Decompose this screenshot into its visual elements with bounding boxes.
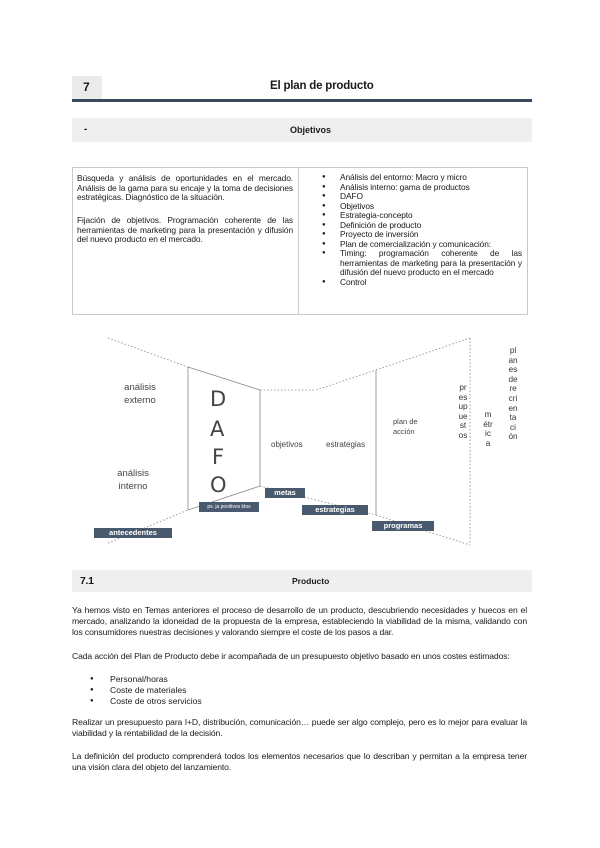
perspective-line bbox=[316, 370, 376, 390]
estrategias-label: estrategias bbox=[326, 440, 366, 449]
list-item: ● Coste de otros servicios bbox=[90, 696, 202, 707]
list-item: ● Estrategia-concepto bbox=[322, 211, 522, 221]
list-item: ● Objetivos bbox=[322, 202, 522, 212]
estrategias-box: estrategias bbox=[302, 505, 368, 515]
objetivos-dash: - bbox=[84, 124, 88, 135]
paragraph-4: La definición del producto comprenderá todos los elementos necesarios que lo describan y permitan a la empresa tener una visión clara del objeto del lanzamiento. bbox=[72, 751, 527, 773]
metas-box: metas bbox=[265, 488, 305, 498]
list-item: ● Proyecto de inversión bbox=[322, 230, 522, 240]
plan-orientacion-vertical-label bbox=[508, 346, 518, 442]
header-rule bbox=[72, 99, 532, 102]
list-item: ● Coste de materiales bbox=[90, 685, 202, 696]
list-item: ● Análisis interno: gama de productos bbox=[322, 183, 522, 193]
table-right-list bbox=[322, 173, 522, 287]
ps-box: ps. ja positivos ktos bbox=[199, 502, 259, 512]
list-item: ● Análisis del entorno: Macro y micro bbox=[322, 173, 522, 183]
analisis-externo-label: análisis externo bbox=[124, 382, 156, 406]
plan-de-accion-label: plan de acción bbox=[393, 417, 418, 436]
plan-orientacion-text: planesderecrientación bbox=[508, 346, 518, 442]
list-item: ● Personal/horas bbox=[90, 674, 202, 685]
dafo-letter: D bbox=[210, 387, 227, 411]
chapter-number: 7 bbox=[83, 80, 90, 94]
objetivos-label: objetivos bbox=[271, 440, 303, 449]
table-column-divider bbox=[298, 167, 299, 315]
cost-bullet-list bbox=[90, 674, 202, 708]
presupuestos-vertical-label bbox=[458, 383, 468, 441]
list-item: ● DAFO bbox=[322, 192, 522, 202]
metrica-vertical-label bbox=[483, 410, 493, 448]
list-item: ● Control bbox=[322, 278, 522, 288]
analisis-interno-label: análisis interno bbox=[117, 468, 149, 492]
list-item: ● Timing: programación coherente de las herramientas de marketing para la presentación y difusión del nuevo producto en el mercado bbox=[322, 249, 522, 278]
dafo-letter: F bbox=[212, 445, 225, 469]
presupuestos-text: presupuestos bbox=[458, 383, 468, 440]
perspective-line bbox=[108, 510, 188, 543]
programas-box: programas bbox=[372, 521, 434, 531]
chapter-title: El plan de producto bbox=[270, 80, 374, 92]
dafo-letter: O bbox=[210, 473, 227, 497]
paragraph-3: Realizar un presupuesto para I+D, distribución, comunicación… puede ser algo complejo, pero es lo mejor para evaluar la viabilidad y la rentabilidad de la decisión. bbox=[72, 717, 527, 739]
perspective-line bbox=[376, 338, 470, 370]
table-left-paragraph-1: Búsqueda y análisis de oportunidades en el mercado. Análisis de la gama para su encaje y la toma de decisiones estratégicas. Diagnóstico de la situación. bbox=[77, 173, 293, 203]
table-left-paragraph-2: Fijación de objetivos. Programación coherente de las herramientas de marketing para la presentación y difusión del nuevo producto en el mercado. bbox=[77, 215, 293, 245]
antecedentes-box: antecedentes bbox=[94, 528, 172, 538]
section-number: 7.1 bbox=[80, 575, 94, 587]
metrica-text: métrica bbox=[483, 410, 493, 448]
paragraph-1: Ya hemos visto en Temas anteriores el proceso de desarrollo de un producto, descubriendo necesidades y huecos en el mercado, analizando la idoneidad de la propuesta de la empresa, estableciendo la viabilidad de la misma, validando con los consumidores nuestras decisiones y valorando siempre el coste de los pasos a dar. bbox=[72, 605, 527, 638]
paragraph-2: Cada acción del Plan de Producto debe ir acompañada de un presupuesto objetivo basado en unos costes estimados: bbox=[72, 651, 510, 661]
list-item: ● Plan de comercialización y comunicación: bbox=[322, 240, 522, 250]
list-item: ● Definición de producto bbox=[322, 221, 522, 231]
perspective-line bbox=[108, 338, 188, 367]
objetivos-title: Objetivos bbox=[290, 125, 332, 135]
dafo-letter: A bbox=[210, 417, 225, 441]
section-title: Producto bbox=[292, 576, 330, 586]
